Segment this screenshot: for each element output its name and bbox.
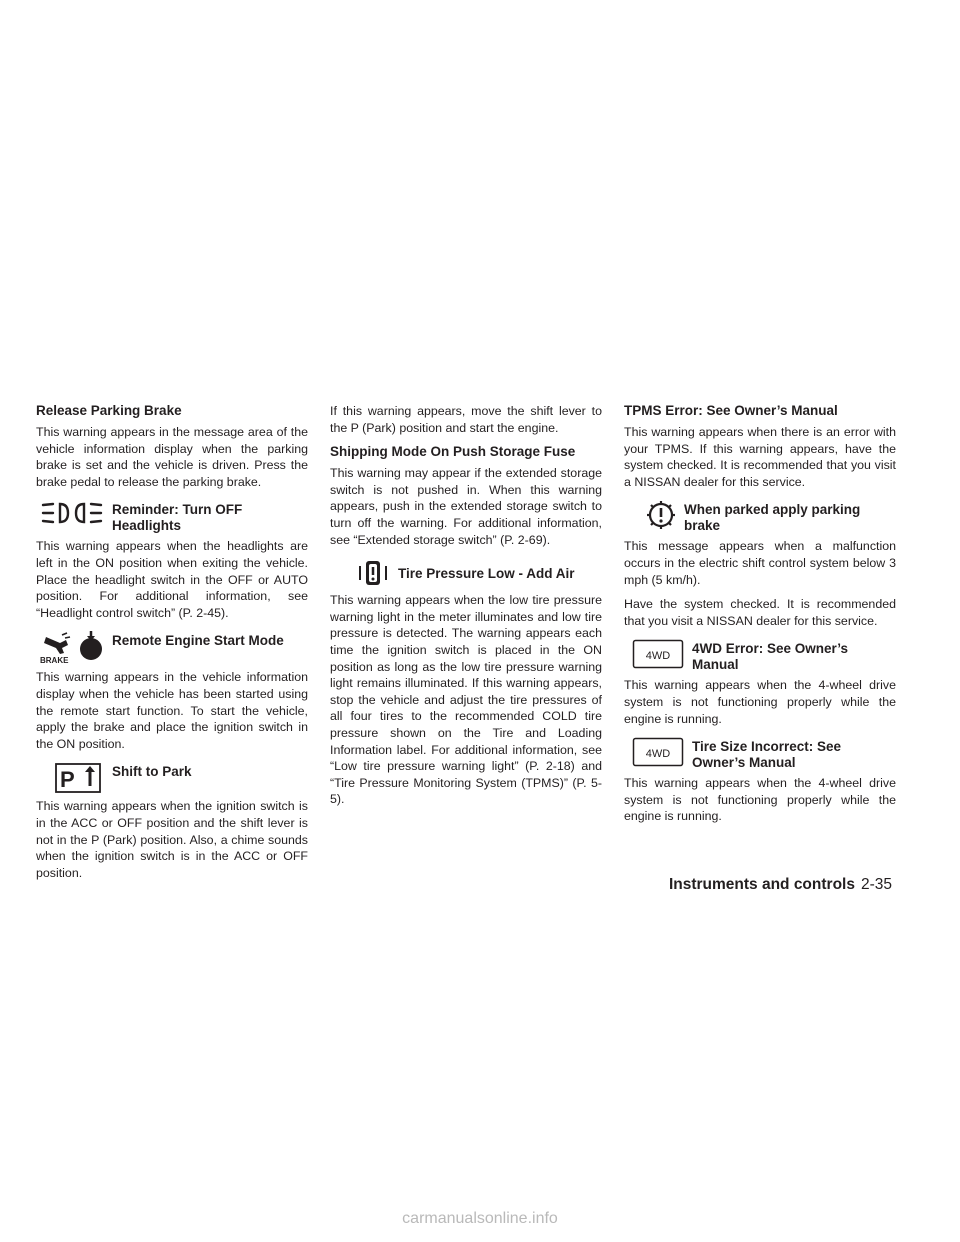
release-parking-brake-heading: Release Parking Brake xyxy=(36,403,182,418)
shift-to-park-heading-row xyxy=(36,762,308,794)
watermark: carmanualsonline.info xyxy=(402,1210,558,1227)
headlight-reminder-icon xyxy=(36,500,104,526)
section-name: Instruments and controls xyxy=(668,876,855,893)
parked-brake-text-1: This message appears when a malfunction occurs in the electric shift control system below 3 mph (5 km/h). xyxy=(624,539,896,587)
shift-system-warning-icon xyxy=(624,500,676,530)
brake-icon-label: BRAKE xyxy=(40,656,69,666)
remote-start-heading: Remote Engine Start Mode xyxy=(112,633,284,649)
headlights-text: This warning appears when the headlights are left in the ON position when exiting the vehicle. Place the headlight switch in the OFF or AUTO position. For additional information, see “Headlight control switch” (P. 2-45). xyxy=(36,539,308,620)
shipping-mode-heading: Shipping Mode On Push Storage Fuse xyxy=(330,444,576,460)
remote-start-heading-row xyxy=(36,631,308,665)
tire-size-heading: Tire Size Incorrect: See Owner’s Manual xyxy=(692,739,842,771)
tire-size-heading-row xyxy=(624,737,896,771)
4wd-error-text: This warning appears when the 4-wheel drive system is not functioning properly while the engine is running. xyxy=(624,678,896,726)
tire-pressure-heading-row xyxy=(330,558,602,588)
tpms-error-text: This warning appears when there is an error with your TPMS. If this warning appears, have the system checked. It is recommended that you visit a NISSAN dealer for this service. xyxy=(624,425,896,489)
parked-brake-text-2: Have the system checked. It is recommended that you visit a NISSAN dealer for this service. xyxy=(624,597,896,628)
park-icon-letter: P xyxy=(60,767,75,793)
4wd-error-heading-row xyxy=(624,639,896,673)
headlights-heading-row xyxy=(36,500,308,534)
tire-pressure-text: This warning appears when the low tire pressure warning light in the meter illuminates and low tire pressure is detected. The warning appears each time the ignition switch is placed in the ON position as long as the low tire pressure warning light remains illuminated. If this warning appears, stop the vehicle and adjust the tire pressures of all four tires to the recommended COLD tire pressure shown on the Tire and Loading Information label. For additional information, see “Low tire pressure warning light” (P. 2-18) and “Tire Pressure Monitoring System (TPMS)” (P. 5-5). xyxy=(330,593,602,807)
remote-start-text: This warning appears in the vehicle information display when the vehicle has been started using the remote start function. To start the vehicle, apply the brake and place the ignition switch in the ON position. xyxy=(36,670,308,751)
parked-brake-heading: When parked apply parking brake xyxy=(684,502,861,534)
4wd-icon xyxy=(624,737,684,767)
column-3 xyxy=(624,403,896,833)
tire-pressure-icon xyxy=(330,558,390,588)
parked-brake-heading-row xyxy=(624,500,896,534)
column-2 xyxy=(330,403,602,816)
4wd-icon-label: 4WD xyxy=(645,748,671,761)
shift-to-park-icon xyxy=(36,762,104,794)
tpms-error-heading: TPMS Error: See Owner’s Manual xyxy=(624,403,838,418)
release-parking-brake-text: This warning appears in the message area of the vehicle information display when the parking brake is set and the vehicle is driven. Press the brake pedal to release the parking brake. xyxy=(36,425,308,489)
shift-to-park-heading: Shift to Park xyxy=(112,764,192,780)
tire-size-text: This warning appears when the 4-wheel drive system is not functioning properly while the engine is running. xyxy=(624,776,896,824)
shift-to-park-text: This warning appears when the ignition switch is in the ACC or OFF position and the shift lever is not in the P (Park) position. Also, a chime sounds when the ignition switch is in the ACC or OFF position. xyxy=(36,799,308,880)
headlights-heading: Reminder: Turn OFF Headlights xyxy=(112,502,243,534)
remote-start-icon xyxy=(36,631,104,665)
4wd-icon xyxy=(624,639,684,669)
page-footer xyxy=(669,876,892,894)
page-number: 2-35 xyxy=(860,876,892,893)
4wd-error-heading: 4WD Error: See Owner’s Manual xyxy=(692,641,849,673)
4wd-icon-label: 4WD xyxy=(645,650,671,663)
shipping-mode-text: This warning may appear if the extended storage switch is not pushed in. When this warning appears, push in the extended storage switch to turn off the warning. For additional information, see “Extended storage switch” (P. 2-69). xyxy=(330,466,602,547)
shift-to-park-continued-text: If this warning appears, move the shift lever to the P (Park) position and start the engine. xyxy=(330,404,602,435)
column-1 xyxy=(36,403,308,889)
tire-pressure-heading: Tire Pressure Low - Add Air xyxy=(398,566,575,582)
